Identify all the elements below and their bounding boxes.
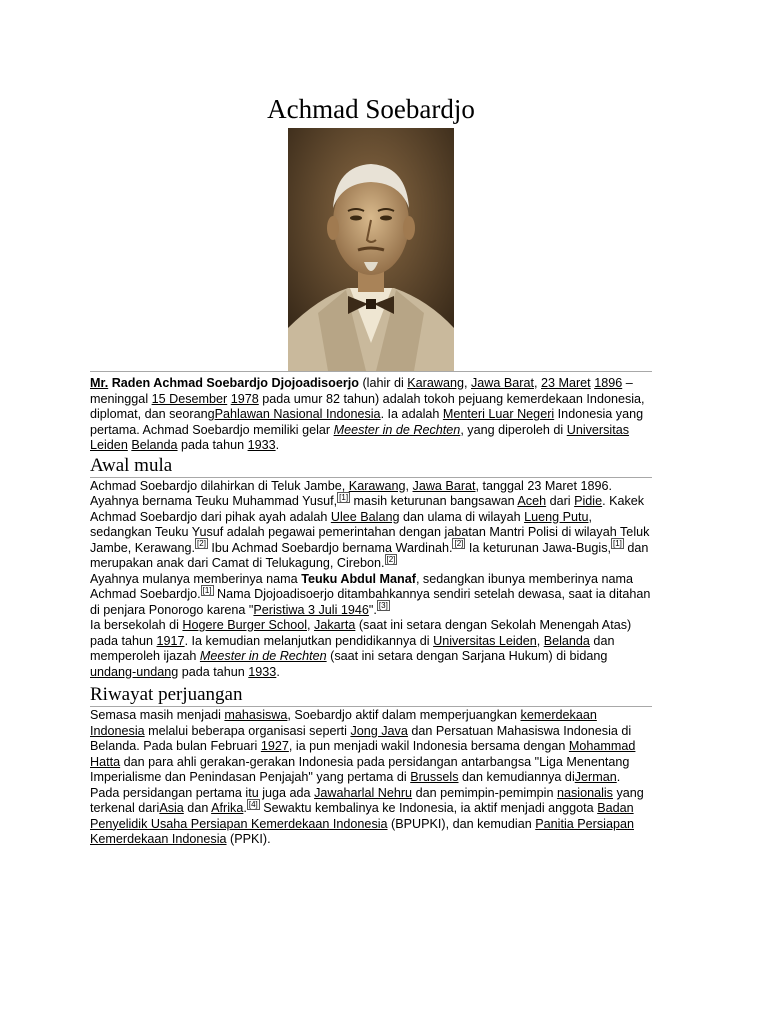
link-ppki[interactable]: Panitia Persiapan Kemerdekaan Indonesia — [90, 816, 634, 846]
text: yang terkenal dari — [90, 785, 644, 815]
text: , sedangkan Teuku Yusuf adalah pegawai pemerintahan dengan jabatan Mantri Polisi di wilayah Teluk Jambe, Kerawang. — [90, 509, 650, 555]
text: (lahir di — [358, 376, 408, 390]
portrait-photo — [288, 128, 454, 371]
text: (PPKI). — [226, 832, 271, 846]
link-afrika[interactable]: Afrika — [211, 801, 244, 815]
text: masih keturunan bangsawan — [350, 494, 518, 508]
text: dan — [183, 801, 212, 815]
footnote-ref — [385, 554, 398, 565]
footnote-link[interactable]: [2] — [454, 539, 464, 549]
text: – meninggal — [90, 376, 633, 406]
footnote-ref — [337, 492, 350, 503]
footnote-link[interactable]: [3] — [378, 601, 388, 611]
text: dan merupakan anak dari Camat di Telukagung, Cirebon. — [90, 540, 649, 570]
link-jawaharlal-nehru[interactable]: Jawaharlal Nehru — [314, 785, 413, 800]
awal-mula-paragraph-2 — [90, 572, 652, 619]
link-pidie[interactable]: Pidie — [574, 494, 603, 508]
birth-name: Teuku Abdul Manaf — [301, 571, 416, 586]
footnote-link[interactable]: [4] — [248, 799, 258, 809]
link-lueng-putu[interactable]: Lueng Putu — [524, 509, 589, 524]
footnote-link[interactable]: [2] — [197, 539, 206, 549]
link-meester-label: Meester in de Rechten — [199, 649, 327, 663]
footnote-link[interactable]: [1] — [339, 492, 349, 502]
text: . Ia adalah — [380, 407, 443, 421]
link-jakarta[interactable]: Jakarta — [314, 618, 356, 632]
link-peristiwa-3-juli[interactable]: Peristiwa 3 Juli 1946 — [253, 602, 369, 617]
footnote-ref — [452, 538, 465, 549]
link-belanda[interactable]: Belanda — [131, 438, 178, 452]
awal-mula-paragraph-3 — [90, 618, 652, 680]
link-belanda[interactable]: Belanda — [543, 633, 590, 648]
link-kemerdekaan-indonesia[interactable]: kemerdekaan Indonesia — [90, 708, 597, 738]
text: pada tahun — [177, 438, 248, 452]
text: (BPUPKI), dan kemudian — [387, 816, 536, 831]
text: Nama Djojoadisoerjo ditambahkannya sendiri setelah dewasa, saat ia ditahan di penjara Ponorogo karena " — [90, 587, 651, 617]
link-karawang[interactable]: Karawang — [348, 478, 406, 493]
link-1927[interactable]: 1927 — [260, 739, 289, 753]
link-mohammad-hatta[interactable]: Mohammad Hatta — [90, 739, 636, 769]
footnote-ref — [247, 799, 260, 810]
text: , tanggal 23 Maret 1896. Ayahnya bernama Teuku Muhammad Yusuf, — [90, 478, 613, 508]
link-nasionalis[interactable]: nasionalis — [556, 785, 613, 800]
footnote-ref — [611, 538, 624, 549]
link-universitas-leiden[interactable]: Universitas Leiden — [433, 633, 537, 648]
link-undang-undang[interactable]: undang-undang — [90, 664, 179, 679]
text: Ia bersekolah di — [90, 618, 183, 632]
footnote-ref — [201, 585, 214, 596]
text: . Pada persidangan pertama itu juga ada — [90, 770, 621, 800]
article — [90, 0, 652, 848]
text: , sedangkan ibunya memberinya nama Achmad Soebardjo. — [90, 571, 633, 601]
text: dan ulama di wilayah — [399, 509, 525, 524]
text: , — [405, 478, 413, 493]
text: pada umur 82 tahun) adalah tokoh pejuang kemerdekaan Indonesia, diplomat, dan seorang — [90, 391, 645, 421]
link-1933[interactable]: 1933 — [247, 438, 276, 452]
link-bpupki[interactable]: Badan Penyelidik Usaha Persiapan Kemerdekaan Indonesia — [90, 801, 634, 831]
link-jong-java[interactable]: Jong Java — [350, 723, 408, 738]
link-pahlawan-nasional[interactable]: Pahlawan Nasional Indonesia — [214, 407, 381, 421]
link-1896[interactable]: 1896 — [594, 376, 623, 390]
text: . — [276, 664, 280, 679]
text: Ia keturunan Jawa-Bugis, — [465, 540, 611, 555]
link-mahasiswa[interactable]: mahasiswa — [224, 708, 288, 722]
footnote-link[interactable]: [2] — [386, 554, 396, 564]
text: , ia pun menjadi wakil Indonesia bersama dengan — [288, 739, 569, 753]
link-jawa-barat[interactable]: Jawa Barat — [470, 376, 534, 390]
text: , yang diperoleh di — [460, 422, 567, 437]
link-1933[interactable]: 1933 — [248, 664, 277, 679]
section-heading-riwayat-perjuangan: Riwayat perjuangan — [90, 680, 652, 707]
text: , — [533, 376, 541, 390]
link-1917[interactable]: 1917 — [156, 633, 185, 648]
link-asia[interactable]: Asia — [159, 801, 184, 815]
text: dan memperoleh ijazah — [90, 633, 615, 663]
link-universitas-leiden[interactable]: Universitas Leiden — [90, 422, 630, 452]
link-1978[interactable]: 1978 — [230, 391, 259, 406]
text: . Kakek Achmad Soebardjo dari pihak ayah adalah — [90, 494, 645, 524]
footnote-link[interactable]: [1] — [613, 539, 622, 549]
link-karawang[interactable]: Karawang — [407, 376, 464, 390]
link-aceh[interactable]: Aceh — [517, 494, 547, 508]
text: (saat ini setara dengan Sarjana Hukum) di bidang — [326, 649, 608, 663]
text: Ibu Achmad Soebardjo bernama Wardinah. — [207, 540, 453, 555]
text: Semasa masih menjadi — [90, 708, 225, 722]
text: dari — [546, 494, 575, 508]
link-jawa-barat[interactable]: Jawa Barat — [412, 478, 476, 493]
text: , — [307, 618, 315, 632]
text: dan Persatuan Mahasiswa Indonesia di Belanda. Pada bulan Februari — [90, 723, 632, 753]
text: (saat ini setara dengan Sekolah Menengah Atas) pada tahun — [90, 618, 632, 648]
link-ulee-balang[interactable]: Ulee Balang — [330, 509, 400, 524]
text: pada tahun — [178, 664, 249, 679]
link-15-desember[interactable]: 15 Desember — [151, 391, 228, 406]
text: Sewaktu kembalinya ke Indonesia, ia aktif menjadi anggota — [259, 801, 598, 815]
text: , — [463, 376, 471, 390]
text: dan para ahli gerakan-gerakan Indonesia pada persidangan antarbangsa "Liga Menentang Imperialisme dan Penindasan Penjajah" yang pertama di — [90, 754, 630, 784]
link-jerman[interactable]: Jerman — [574, 770, 617, 784]
text: Ayahnya mulanya memberinya nama — [90, 571, 302, 586]
text: . — [275, 438, 280, 452]
link-meester[interactable] — [200, 649, 327, 663]
link-brussels[interactable]: Brussels — [410, 770, 459, 784]
text: . — [243, 801, 247, 815]
section-heading-awal-mula: Awal mula — [90, 454, 652, 478]
riwayat-paragraph — [90, 707, 652, 848]
footnote-ref — [195, 538, 208, 549]
text: . Ia kemudian melanjutkan pendidikannya di — [184, 633, 434, 648]
link-hogere-burger-school[interactable]: Hogere Burger School — [182, 618, 308, 632]
footnote-link[interactable]: [1] — [202, 585, 212, 595]
text: , — [536, 633, 544, 648]
text: dan kemudiannya di — [458, 770, 575, 784]
text: , Soebardjo aktif dalam memperjuangkan — [287, 708, 521, 722]
link-23-maret[interactable]: 23 Maret — [540, 376, 591, 390]
full-name: Raden Achmad Soebardjo Djojoadisoerjo — [111, 376, 359, 390]
awal-mula-paragraph-1 — [90, 478, 652, 572]
mr-link[interactable]: Mr. — [90, 376, 109, 390]
text: Indonesia yang pertama. Achmad Soebardjo memiliki gelar — [90, 407, 644, 437]
text: ". — [368, 602, 377, 617]
link-meester-label: Meester in de Rechten — [333, 422, 461, 437]
text: melalui beberapa organisasi seperti — [144, 723, 351, 738]
intro-paragraph — [90, 372, 652, 454]
footnote-ref — [377, 600, 390, 611]
text: dan pemimpin-pemimpin — [412, 785, 557, 800]
page-title: Achmad Soebardjo — [267, 94, 475, 124]
link-menteri-luar-negeri[interactable]: Menteri Luar Negeri — [442, 407, 555, 421]
link-meester[interactable] — [334, 423, 461, 437]
text: Achmad Soebardjo dilahirkan di Teluk Jambe, — [90, 478, 349, 493]
